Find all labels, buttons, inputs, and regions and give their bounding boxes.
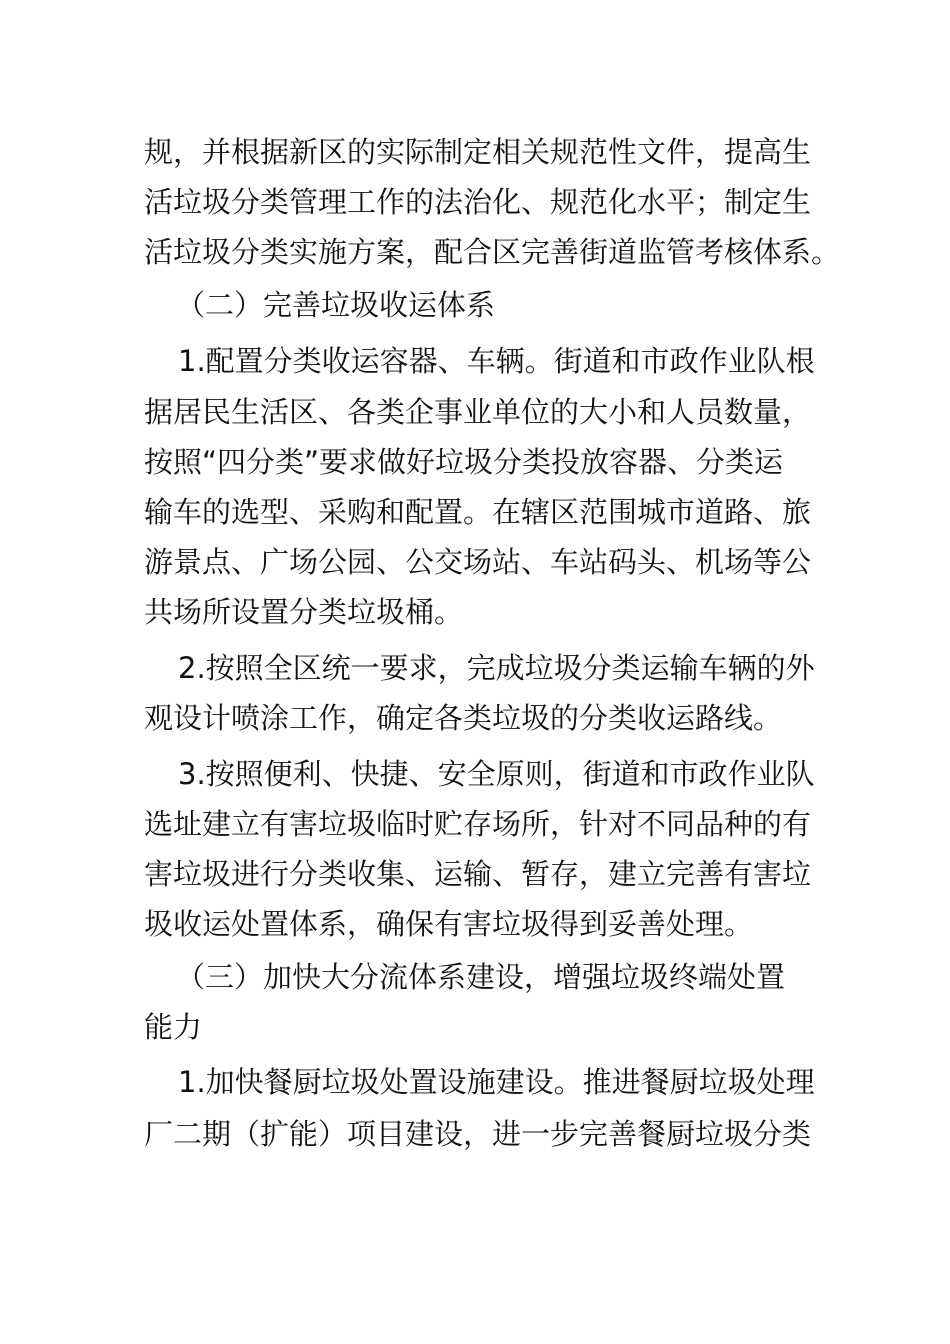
section-heading-continuation: 能力 [144, 1010, 203, 1044]
text-line: 输车的选型、采购和配置。在辖区范围城市道路、旅 [144, 495, 812, 529]
text-line: 害垃圾进行分类收集、运输、暂存，建立完善有害垃 [144, 857, 812, 891]
text-line: 1.配置分类收运容器、车辆。街道和市政作业队根 [178, 344, 815, 378]
text-line: 厂二期（扩能）项目建设，进一步完善餐厨垃圾分类 [144, 1117, 812, 1151]
section-heading: （三）加快大分流体系建设，增强垃圾终端处置 [176, 960, 786, 994]
section-heading: （二）完善垃圾收运体系 [176, 288, 496, 322]
text-line: 游景点、广场公园、公交场站、车站码头、机场等公 [144, 545, 812, 579]
text-line: 活垃圾分类实施方案，配合区完善街道监管考核体系。 [144, 235, 841, 269]
text-line: 活垃圾分类管理工作的法治化、规范化水平；制定生 [144, 185, 812, 219]
text-line: 按照“四分类”要求做好垃圾分类投放容器、分类运 [144, 445, 784, 479]
text-line: 观设计喷涂工作，确定各类垃圾的分类收运路线。 [144, 701, 783, 735]
text-line: 规，并根据新区的实际制定相关规范性文件，提高生 [144, 135, 812, 169]
text-line: 1.加快餐厨垃圾处置设施建设。推进餐厨垃圾处理 [178, 1065, 815, 1099]
text-line: 据居民生活区、各类企事业单位的大小和人员数量， [144, 395, 812, 429]
text-line: 2.按照全区统一要求，完成垃圾分类运输车辆的外 [178, 651, 815, 685]
text-line: 共场所设置分类垃圾桶。 [144, 595, 464, 629]
text-line: 圾收运处置体系，确保有害垃圾得到妥善处理。 [144, 907, 754, 941]
text-line: 选址建立有害垃圾临时贮存场所，针对不同品种的有 [144, 807, 812, 841]
text-line: 3.按照便利、快捷、安全原则，街道和市政作业队 [178, 757, 815, 791]
